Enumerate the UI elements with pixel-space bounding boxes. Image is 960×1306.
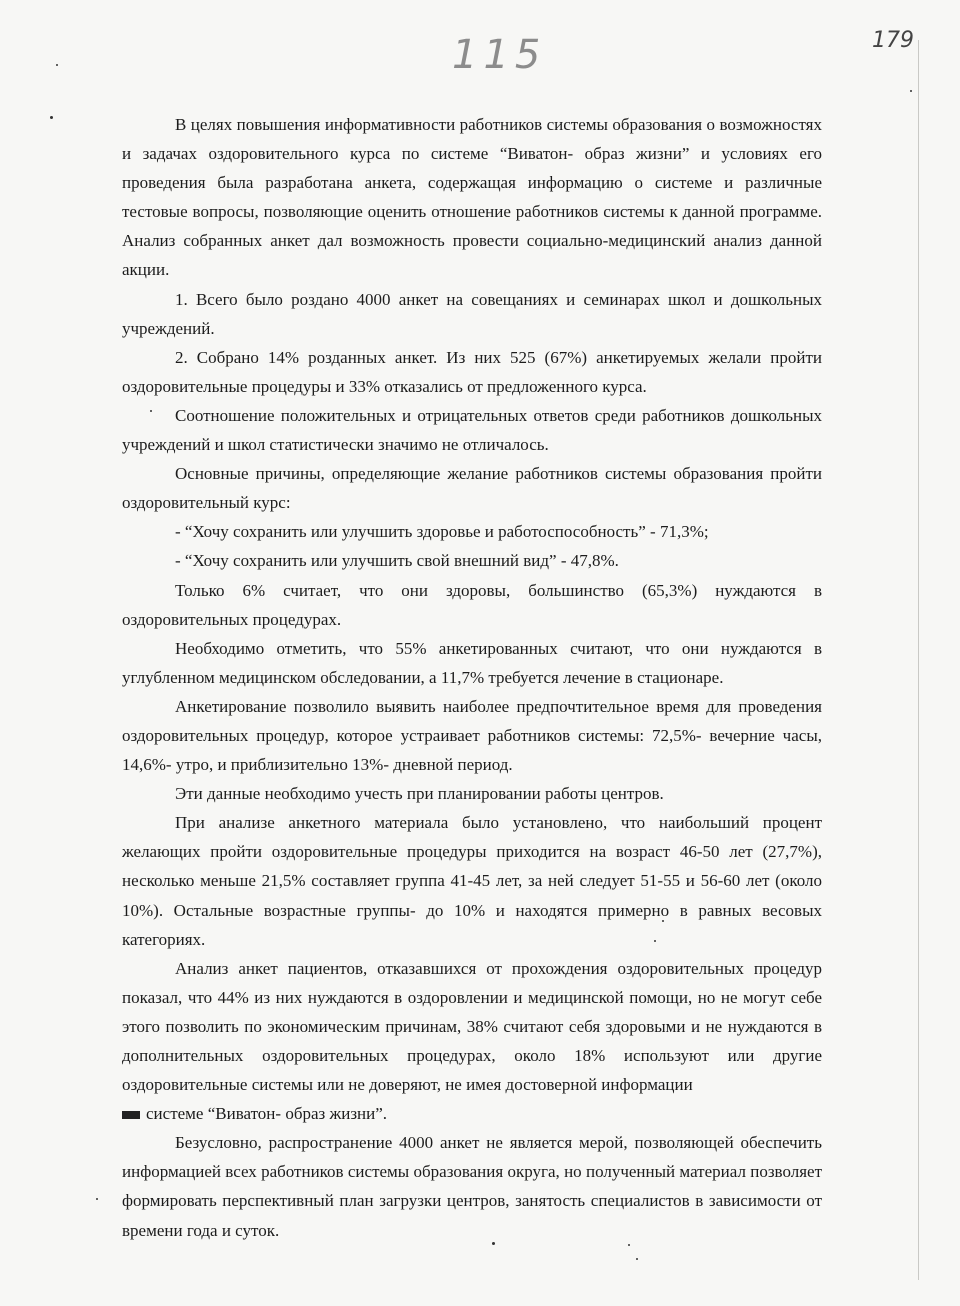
scan-speck [636,1258,638,1260]
scan-speck [56,64,58,66]
paragraph-time: Анкетирование позволило выявить наиболее предпочтительное время для проведения оздоровительных процедур, которое устраивает работников системы: 72,5%- вечерние часы, 14,6%- утро, и приблизительно 13%- дневной период. [122,696,822,775]
paragraph-refusals-end [122,1099,822,1128]
paragraph-intro: В целях повышения информативности работников системы образования о возможностях и задачах оздоровительного курса по системе “Виватон- образ жизни” и условиях его проведения была разработана анкета, содержащая информацию о системе и различные тестовые вопросы, позволяющие оценить отношение работников системы к данной программе. Анализ собранных анкет дал возможность провести социально-медицинский анализ данной акции. [122,115,822,280]
paragraph-healthy: Только 6% считает, что они здоровы, большинство (65,3%) нуждаются в оздоровительных процедурах. [122,580,822,629]
scan-speck [150,410,152,412]
document-body [122,110,822,1245]
page-edge-line [918,40,919,1280]
paragraph-refusals: Анализ анкет пациентов, отказавшихся от прохождения оздоровительных процедур показал, что 44% из них нуждаются в оздоровлении и медицинской помощи, но не могут себе этого позволить по экономическим причинам, 38% считают себя здоровыми и не нуждаются в дополнительных оздоровительных процедурах, около 18% используют или другие оздоровительные системы или не доверяют, не имея достоверной информации [122,958,822,1095]
scan-speck [50,116,53,119]
ink-blot [122,1111,140,1119]
paragraph-conclusion: Безусловно, распространение 4000 анкет не является мерой, позволяющей обеспечить информацией всех работников системы образования округа, но полученный материал позволяет формировать перспективный план загрузки центров, занятость специалистов в зависимости от времени года и суток. [122,1133,822,1240]
paragraph-refusals-end-text: системе “Виватон- образ жизни”. [146,1104,388,1124]
list-item-appearance: - “Хочу сохранить или улучшить свой внешний вид” - 47,8%. [175,551,619,571]
paragraph-age: При анализе анкетного материала было установлено, что наибольший процент желающих пройти оздоровительные процедуры приходится на возраст 46-50 лет (27,7%), несколько меньше 21,5% составляет группа 41-45 лет, за ней следует 51-55 и 56-60 лет (около 10%). Остальные возрастные группы- до 10% и находятся примерно в равных весовых категориях. [122,813,822,949]
handwritten-mark: 115 [452,32,547,78]
paragraph-point-1: 1. Всего было роздано 4000 анкет на совещаниях и семинарах школ и дошкольных учреждений. [122,289,822,338]
scan-speck [492,1242,495,1245]
scan-speck [96,1198,98,1200]
paragraph-examination: Необходимо отметить, что 55% анкетированных считают, что они нуждаются в углубленном медицинском обследовании, а 11,7% требуется лечение в стационаре. [122,638,822,687]
scan-speck [910,90,912,92]
paragraph-point-2: 2. Собрано 14% розданных анкет. Из них 525 (67%) анкетируемых желали пройти оздоровительные процедуры и 33% отказались от предложенного курса. [122,347,822,396]
scan-speck [662,920,664,922]
paragraph-planning: Эти данные необходимо учесть при планировании работы центров. [175,784,664,804]
paragraph-ratio: Соотношение положительных и отрицательных ответов среди работников дошкольных учреждений и школ статистически значимо не отличалось. [122,405,822,455]
list-item-health: - “Хочу сохранить или улучшить здоровье и работоспособность” - 71,3%; [175,522,709,542]
scan-speck [628,1244,630,1246]
paragraph-reasons: Основные причины, определяющие желание работников системы образования пройти оздоровительный курс: [122,464,822,513]
scan-speck [654,940,656,942]
page-number: 179 [872,28,914,53]
